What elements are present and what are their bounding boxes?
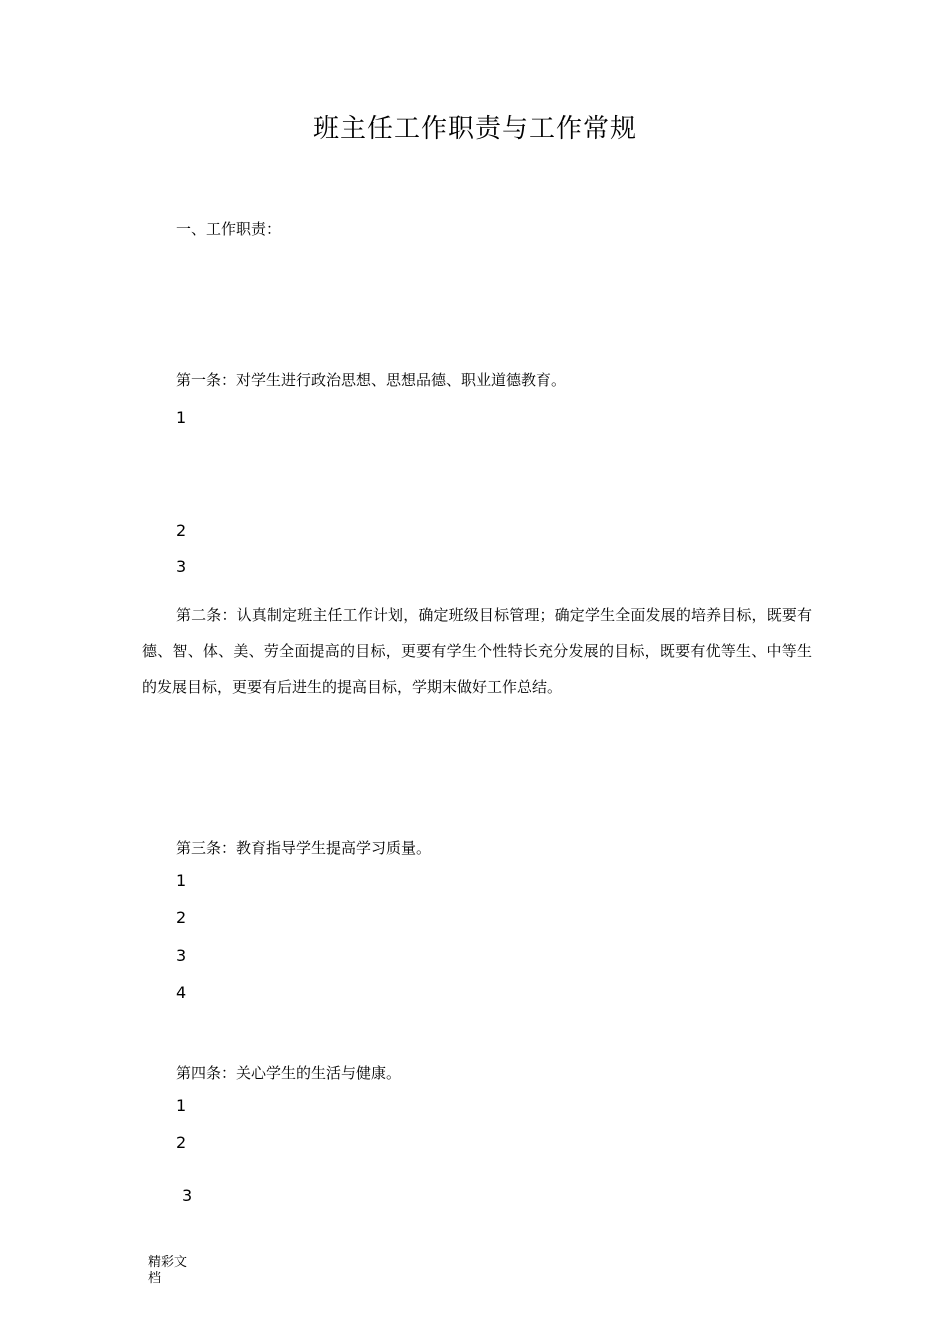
article-4-item-3: 3 bbox=[182, 1186, 193, 1205]
section-heading: 一、工作职责： bbox=[176, 220, 282, 238]
article-4-text: 第四条：关心学生的生活与健康。 bbox=[176, 1064, 402, 1082]
article-1-text: 第一条：对学生进行政治思想、思想品德、职业道德教育。 bbox=[176, 371, 567, 389]
article-3-item-2: 2 bbox=[176, 908, 187, 927]
article-3-item-3: 3 bbox=[176, 946, 187, 965]
article-1-item-1: 1 bbox=[176, 408, 187, 427]
article-1-item-3: 3 bbox=[176, 557, 187, 576]
article-3-item-4: 4 bbox=[176, 983, 187, 1002]
footer-label: 精彩文档 bbox=[148, 1255, 188, 1286]
article-2-text: 第二条：认真制定班主任工作计划，确定班级目标管理；确定学生全面发展的培养目标，既要有德、智、体、美、劳全面提高的目标，更要有学生个性特长充分发展的目标，既要有优等生、中等生的发展目标，更要有后进生的提高目标，学期末做好工作总结。 bbox=[142, 606, 812, 696]
article-4-item-2: 2 bbox=[176, 1133, 187, 1152]
article-1-item-2: 2 bbox=[176, 521, 187, 540]
article-3-text: 第三条：教育指导学生提高学习质量。 bbox=[176, 839, 432, 857]
document-title: 班主任工作职责与工作常规 bbox=[312, 114, 637, 144]
article-3-item-1: 1 bbox=[176, 871, 187, 890]
article-4-item-1: 1 bbox=[176, 1096, 187, 1115]
